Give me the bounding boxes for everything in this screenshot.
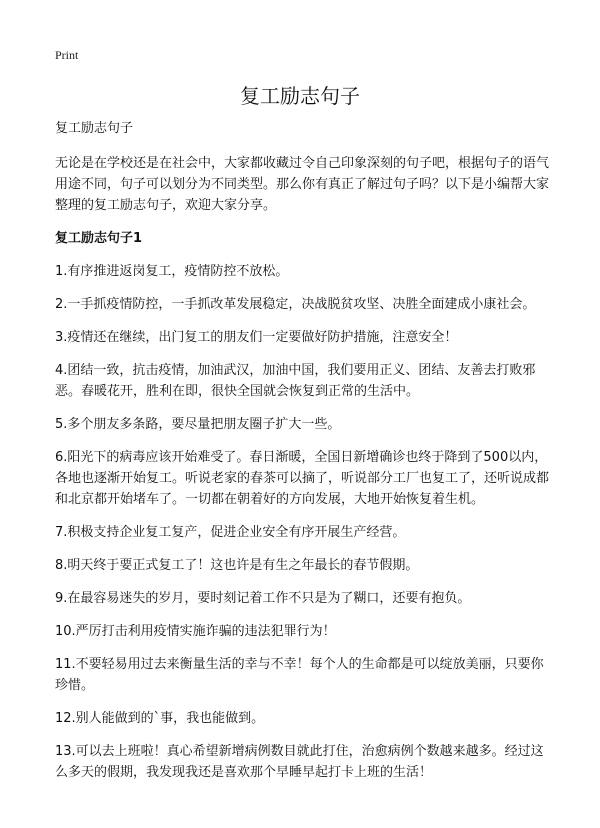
- list-item: 12.别人能做到的`事，我也能做到。: [55, 711, 265, 726]
- quote-list: [55, 261, 550, 783]
- list-item: 1.有序推进返岗复工，疫情防控不放松。: [55, 264, 289, 279]
- list-item: 4.团结一致，抗击疫情，加油武汉，加油中国，我们要用正义、团结、友善去打败邪恶。春暖花开，胜利在即，很快全国就会恢复到正常的生活中。: [55, 363, 536, 399]
- list-item: 7.积极支持企业复工复产，促进企业安全有序开展生产经营。: [55, 525, 406, 540]
- print-link[interactable]: Print: [55, 48, 79, 62]
- list-item: 9.在最容易迷失的岁月，要时刻记着工作不只是为了糊口，还要有抱负。: [55, 591, 471, 606]
- intro-paragraph: 无论是在学校还是在社会中，大家都收藏过令自己印象深刻的句子吧，根据句子的语气用途不同，句子可以划分为不同类型。那么你有真正了解过句子吗？以下是小编帮大家整理的复工励志句子，欢迎大家分享。: [55, 156, 550, 213]
- list-item: 13.可以去上班啦！真心希望新增病例数目就此打住，治愈病例个数越来越多。经过这么多天的假期，我发现我还是喜欢那个早睡早起打卡上班的生活！: [55, 744, 544, 780]
- document-body: [55, 118, 550, 795]
- list-item: 2.一手抓疫情防控，一手抓改革发展稳定，决战脱贫攻坚、决胜全面建成小康社会。: [55, 297, 536, 312]
- list-item: 8.明天终于要正式复工了！这也许是有生之年最长的春节假期。: [55, 558, 419, 573]
- list-item: 10.严厉打击利用疫情实施诈骗的违法犯罪行为！: [55, 624, 336, 639]
- list-item: 6.阳光下的病毒应该开始难受了。春日渐暖，全国日新增确诊也终于降到了500以内，各地也逐渐开始复工。听说老家的春茶可以摘了，听说部分工厂也复工了，还听说成都和北京都开始堵车了。一切都在朝着好的方向发展，大地开始恢复着生机。: [55, 450, 550, 507]
- section-heading: 复工励志句子1: [55, 231, 143, 246]
- list-item: 5.多个朋友多条路，要尽量把朋友圈子扩大一些。: [55, 417, 341, 432]
- document-subtitle: 复工励志句子: [55, 121, 134, 136]
- list-item: 3.疫情还在继续，出门复工的朋友们一定要做好防护措施，注意安全！: [55, 330, 458, 345]
- page-title: 复工励志句子: [240, 84, 360, 108]
- list-item: 11.不要轻易用过去来衡量生活的幸与不幸！每个人的生命都是可以绽放美丽，只要你珍惜。: [55, 657, 544, 693]
